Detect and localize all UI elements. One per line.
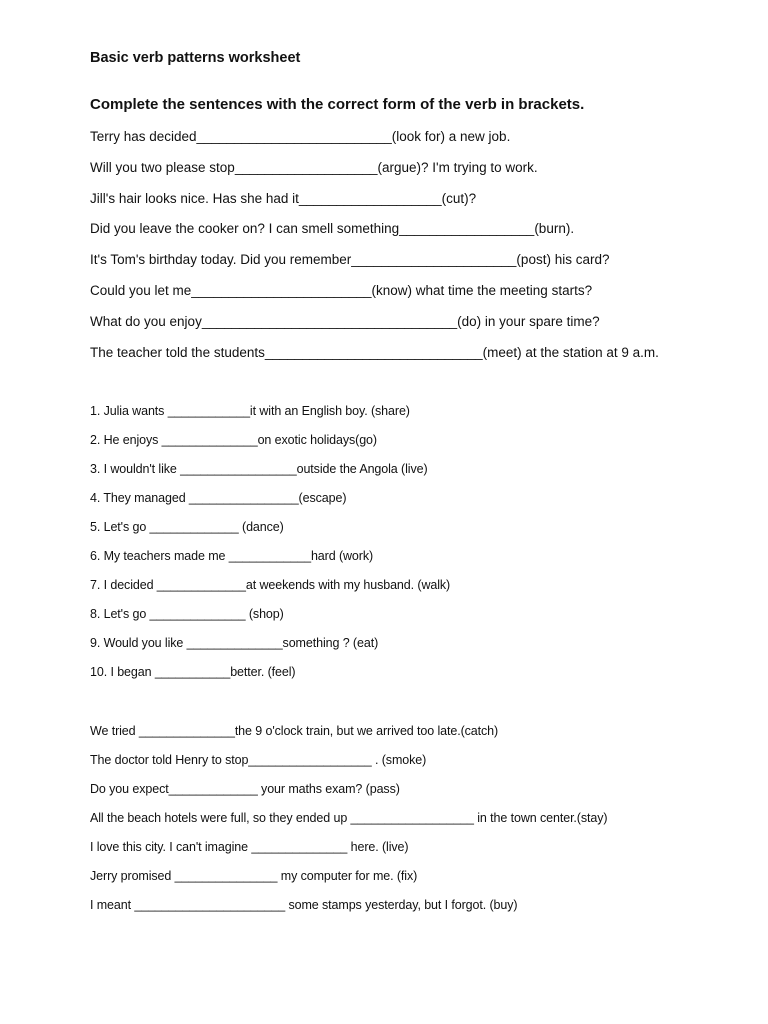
exercise-sentence: I love this city. I can't imagine ______________ here. (live)	[90, 840, 409, 854]
exercise-sentence: I meant ______________________ some stamps yesterday, but I forgot. (buy)	[90, 898, 518, 912]
numbered-exercise-sentence: 10. I began ___________better. (feel)	[90, 665, 296, 679]
exercise-sentence: What do you enjoy__________________________________(do) in your spare time?	[90, 313, 600, 329]
exercise-sentence: Do you expect_____________ your maths exam? (pass)	[90, 782, 400, 796]
numbered-exercise-sentence: 2. He enjoys ______________on exotic holidays(go)	[90, 433, 377, 447]
exercise-sentence: We tried ______________the 9 o'clock train, but we arrived too late.(catch)	[90, 724, 499, 738]
exercise-sentence: Will you two please stop___________________(argue)? I'm trying to work.	[90, 159, 538, 175]
numbered-exercise-sentence: 5. Let's go _____________ (dance)	[90, 520, 284, 534]
exercise-sentence: Did you leave the cooker on? I can smell something__________________(burn).	[90, 221, 575, 237]
exercise-sentence: The doctor told Henry to stop__________________ . (smoke)	[90, 753, 427, 767]
exercise-sentence: Terry has decided__________________________(look for) a new job.	[90, 129, 511, 144]
exercise-section-2	[90, 401, 450, 691]
exercise-section-3	[90, 721, 607, 924]
numbered-exercise-sentence: 4. They managed ________________(escape)	[90, 491, 347, 505]
exercise-sentence: It's Tom's birthday today. Did you remember______________________(post) his card?	[90, 252, 610, 268]
numbered-exercise-sentence: 1. Julia wants ____________it with an English boy. (share)	[90, 404, 410, 418]
exercise-sentence: All the beach hotels were full, so they ended up __________________ in the town center.(stay)	[90, 811, 608, 825]
numbered-exercise-sentence: 8. Let's go ______________ (shop)	[90, 607, 284, 621]
exercise-sentence: Jerry promised _______________ my computer for me. (fix)	[90, 869, 418, 883]
numbered-exercise-sentence: 7. I decided _____________at weekends with my husband. (walk)	[90, 578, 451, 592]
worksheet-title: Basic verb patterns worksheet	[90, 50, 301, 66]
numbered-exercise-sentence: 6. My teachers made me ____________hard (work)	[90, 549, 374, 563]
exercise-sentence: Jill's hair looks nice. Has she had it___________________(cut)?	[90, 190, 477, 206]
instruction-heading: Complete the sentences with the correct form of the verb in brackets.	[90, 96, 585, 113]
numbered-exercise-sentence: 9. Would you like ______________something ? (eat)	[90, 636, 379, 650]
numbered-exercise-sentence: 3. I wouldn't like _________________outside the Angola (live)	[90, 462, 428, 476]
exercise-section-1	[90, 126, 659, 372]
exercise-sentence: The teacher told the students_____________________________(meet) at the station at 9 a.m.	[90, 344, 659, 360]
exercise-sentence: Could you let me________________________(know) what time the meeting starts?	[90, 282, 593, 298]
